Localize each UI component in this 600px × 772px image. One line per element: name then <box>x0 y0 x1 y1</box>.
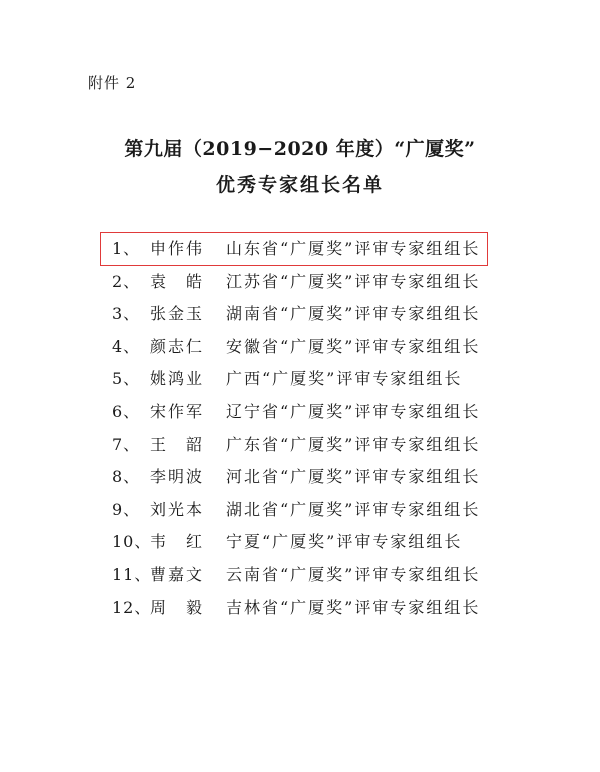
person-role: 安徽省“广厦奖”评审专家组组长 <box>226 336 481 356</box>
person-name: 袁 皓 <box>150 271 205 291</box>
item-number: 6、 <box>112 401 141 421</box>
person-name: 申作伟 <box>150 239 205 258</box>
person-name: 王 韶 <box>150 434 205 454</box>
list-item <box>112 461 512 494</box>
list-item <box>112 592 512 625</box>
person-role: 河北省“广厦奖”评审专家组组长 <box>226 467 481 487</box>
attachment-label: 附件 2 <box>88 74 137 92</box>
list-item <box>112 494 512 527</box>
item-number: 2、 <box>112 271 141 291</box>
person-name: 颜志仁 <box>150 336 205 356</box>
item-number: 10、 <box>112 532 152 552</box>
person-name: 李明波 <box>150 467 205 487</box>
person-role: 宁夏“广厦奖”评审专家组组长 <box>226 532 463 552</box>
name-list <box>112 233 512 624</box>
list-item <box>112 233 512 266</box>
list-item <box>112 331 512 364</box>
person-role: 广西“广厦奖”评审专家组组长 <box>226 369 463 389</box>
list-item <box>112 559 512 592</box>
item-number: 12、 <box>112 597 152 617</box>
person-name: 曹嘉文 <box>150 564 205 584</box>
list-item <box>112 363 512 396</box>
person-role: 辽宁省“广厦奖”评审专家组组长 <box>226 401 481 421</box>
person-name: 宋作军 <box>150 401 205 421</box>
person-role: 广东省“广厦奖”评审专家组组长 <box>226 434 481 454</box>
person-name: 刘光本 <box>150 499 205 519</box>
person-name: 张金玉 <box>150 304 205 324</box>
item-number: 7、 <box>112 434 141 454</box>
item-number: 9、 <box>112 499 141 519</box>
item-number: 8、 <box>112 467 141 487</box>
person-name: 韦 红 <box>150 532 205 552</box>
list-item <box>112 298 512 331</box>
person-name: 周 毅 <box>150 597 205 617</box>
person-role: 吉林省“广厦奖”评审专家组组长 <box>226 597 481 617</box>
list-item <box>112 266 512 299</box>
item-number: 4、 <box>112 336 141 356</box>
person-role: 湖南省“广厦奖”评审专家组组长 <box>226 304 481 324</box>
list-item <box>112 396 512 429</box>
item-number: 5、 <box>112 369 141 389</box>
person-role: 江苏省“广厦奖”评审专家组组长 <box>226 271 481 291</box>
item-number: 3、 <box>112 304 141 324</box>
person-role: 云南省“广厦奖”评审专家组组长 <box>226 564 481 584</box>
document-subtitle: 优秀专家组长名单 <box>215 174 384 196</box>
person-role: 湖北省“广厦奖”评审专家组组长 <box>226 499 481 519</box>
person-role: 山东省“广厦奖”评审专家组组长 <box>226 239 481 258</box>
item-number: 1、 <box>112 239 141 258</box>
list-item <box>112 526 512 559</box>
item-number: 11、 <box>112 564 152 584</box>
document-title: 第九届（2019−2020 年度）“广厦奖” <box>124 138 476 160</box>
list-item <box>112 429 512 462</box>
person-name: 姚鸿业 <box>150 369 205 389</box>
